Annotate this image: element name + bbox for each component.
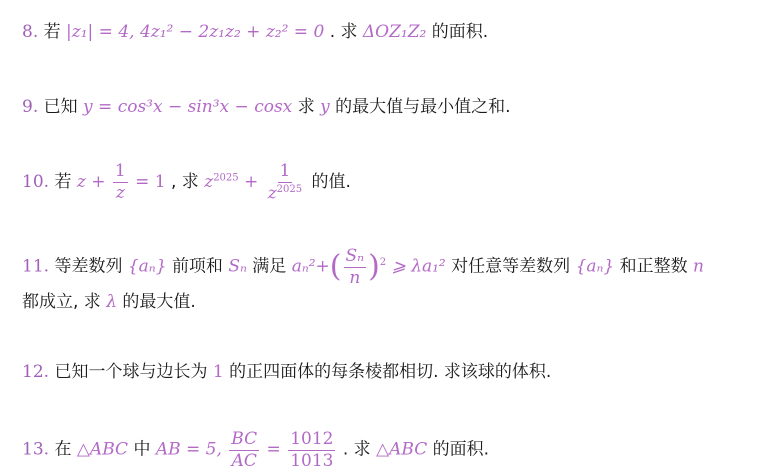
problem-number: 11.: [22, 256, 50, 277]
text: 中: [133, 439, 151, 460]
problem-8: [22, 24, 488, 41]
math-variable: n: [693, 256, 704, 277]
text: 都成立, 求: [22, 292, 101, 312]
text: 的最大值.: [122, 292, 196, 312]
text: 求: [297, 97, 315, 117]
fraction: [229, 430, 259, 470]
math-expression: y = cos³x − sin³x − cosx: [83, 97, 293, 117]
text: 前项和: [171, 256, 223, 277]
text: . 求: [342, 439, 371, 460]
text: 的正四面体的每条棱都相切. 求该球的体积.: [229, 362, 552, 382]
math-expression: = 1: [135, 172, 166, 193]
text: 等差数列: [54, 256, 123, 277]
problem-number: 13.: [22, 439, 50, 460]
text: 若: [43, 22, 61, 42]
fraction-numerator: 1: [114, 161, 126, 182]
problem-number: 8.: [22, 22, 39, 42]
math-triangle: △ABC: [376, 439, 428, 460]
math-expression: AB = 5,: [155, 439, 222, 460]
text: 满足: [252, 256, 287, 277]
problem-number: 9.: [22, 97, 39, 117]
math-operator: +: [91, 172, 106, 193]
text: 若: [54, 172, 72, 193]
math-sequence: {aₙ}: [575, 256, 615, 277]
fraction: $\frac{\text{Sₙ}}{n}$: [345, 246, 365, 288]
fraction-numerator: 1012: [290, 429, 334, 449]
exponent: 2025: [213, 172, 239, 184]
problem-11-continued: [22, 294, 196, 311]
text: 已知: [43, 97, 78, 117]
fraction: [288, 430, 335, 470]
text: 的值.: [311, 172, 351, 193]
problem-9: [22, 99, 511, 116]
text: 的最大值与最小值之和.: [335, 97, 511, 117]
text: , 求: [171, 172, 199, 193]
text: 和正整数: [619, 256, 688, 277]
fraction: [266, 162, 304, 203]
fraction-denominator: 1013: [290, 450, 334, 471]
text: 对任意等差数列: [451, 256, 571, 277]
text: 的面积.: [431, 22, 489, 42]
math-variable: λ: [106, 292, 117, 312]
math-expression: ΔOZ₁Z₂: [362, 22, 427, 42]
fraction-denominator: AC: [231, 450, 257, 471]
math-operator: +: [244, 172, 259, 193]
problem-number: 10.: [22, 172, 50, 193]
math-operator: =: [266, 439, 281, 460]
math-variable: z: [204, 172, 214, 193]
math-expression: y: [320, 97, 330, 117]
fraction-numerator: 1: [279, 161, 291, 181]
problem-number: 12.: [22, 362, 50, 382]
text: 已知一个球与边长为: [54, 362, 208, 382]
problem-11: 11. 等差数列 {aₙ} 前项和 Sₙ 满足 aₙ²+( $\frac{\text{Sₙ}}{n}$ )$^2$ ⩾ λa₁² 对任意等差数列 {aₙ} 和正整数 n: [22, 246, 704, 288]
math-sum: Sₙ: [228, 256, 247, 277]
text: . 求: [329, 22, 358, 42]
math-value: 1: [212, 362, 224, 382]
fraction-denominator: z: [115, 183, 125, 204]
math-sequence: {aₙ}: [127, 256, 167, 277]
math-expression: |z₁| = 4, 4z₁² − 2z₁z₂ + z₂² = 0: [66, 22, 325, 42]
fraction-numerator: BC: [231, 429, 258, 449]
math-variable: z: [76, 172, 86, 193]
text: 的面积.: [432, 439, 490, 460]
problem-13: [22, 430, 489, 470]
math-triangle: △ABC: [76, 439, 129, 460]
math-inequality: ⩾ λa₁²: [391, 256, 446, 277]
problem-10: [22, 162, 351, 203]
fraction: [113, 162, 128, 202]
math-term: aₙ²+: [291, 256, 330, 277]
fraction-denominator: $z^{2025}$: [267, 183, 303, 204]
text: 在: [54, 439, 72, 460]
problem-12: [22, 364, 551, 381]
